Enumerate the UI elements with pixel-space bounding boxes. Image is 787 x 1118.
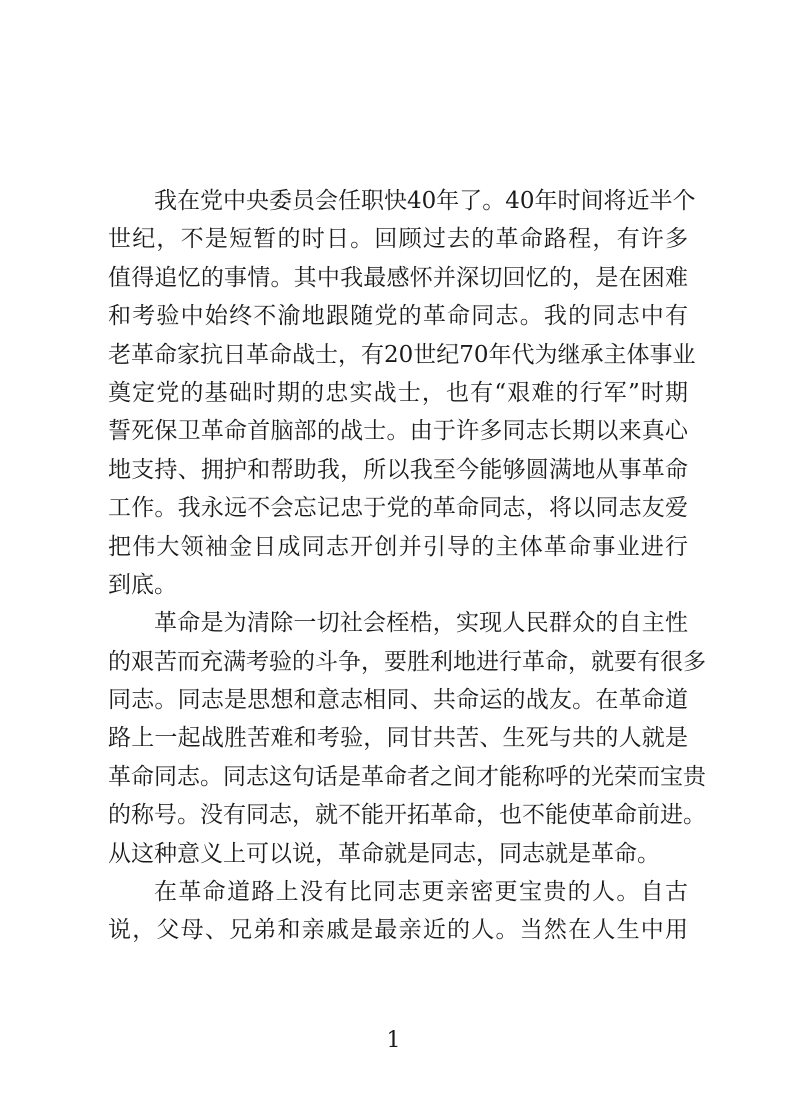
text-line: 奠定党的基础时期的忠实战士，也有“艰难的行军”时期 xyxy=(108,379,688,406)
text-line: 同志。同志是思想和意志相同、共命运的战友。在革命道 xyxy=(108,687,688,714)
body-text xyxy=(108,182,706,950)
paragraph-1 xyxy=(108,182,696,604)
text-line: 革命是为清除一切社会桎梏，实现人民群众的自主性 xyxy=(154,610,688,637)
text-line: 值得追忆的事情。其中我最感怀并深切回忆的，是在困难 xyxy=(108,264,688,291)
text-line: 路上一起战胜苦难和考验，同甘共苦、生死与共的人就是 xyxy=(108,725,688,752)
paragraph-2 xyxy=(108,604,706,873)
text-line: 世纪，不是短暂的时日。回顾过去的革命路程，有许多 xyxy=(108,226,688,253)
text-line: 革命同志。同志这句话是革命者之间才能称呼的光荣而宝贵 xyxy=(108,763,706,790)
text-line: 老革命家抗日革命战士，有20世纪70年代为继承主体事业 xyxy=(108,341,696,368)
text-line: 到底。 xyxy=(108,571,177,598)
text-line: 地支持、拥护和帮助我，所以我至今能够圆满地从事革命 xyxy=(108,456,688,483)
text-line: 誓死保卫革命首脑部的战士。由于许多同志长期以来真心 xyxy=(108,418,688,445)
text-line: 从这种意义上可以说，革命就是同志，同志就是革命。 xyxy=(108,840,660,867)
text-line: 把伟大领袖金日成同志开创并引导的主体革命事业进行 xyxy=(108,533,688,560)
text-line: 和考验中始终不渝地跟随党的革命同志。我的同志中有 xyxy=(108,303,688,330)
text-line: 工作。我永远不会忘记忠于党的革命同志，将以同志友爱 xyxy=(108,495,688,522)
text-line: 说，父母、兄弟和亲戚是最亲近的人。当然在人生中用 xyxy=(108,917,688,944)
text-line: 在革命道路上没有比同志更亲密更宝贵的人。自古 xyxy=(154,879,688,906)
text-line: 我在党中央委员会任职快40年了。40年时间将近半个 xyxy=(154,188,696,214)
text-line: 的称号。没有同志，就不能开拓革命，也不能使革命前进。 xyxy=(108,802,706,829)
page-number: 1 xyxy=(386,1028,401,1053)
text-line: 的艰苦而充满考验的斗争，要胜利地进行革命，就要有很多 xyxy=(108,648,706,675)
paragraph-3 xyxy=(108,873,688,950)
